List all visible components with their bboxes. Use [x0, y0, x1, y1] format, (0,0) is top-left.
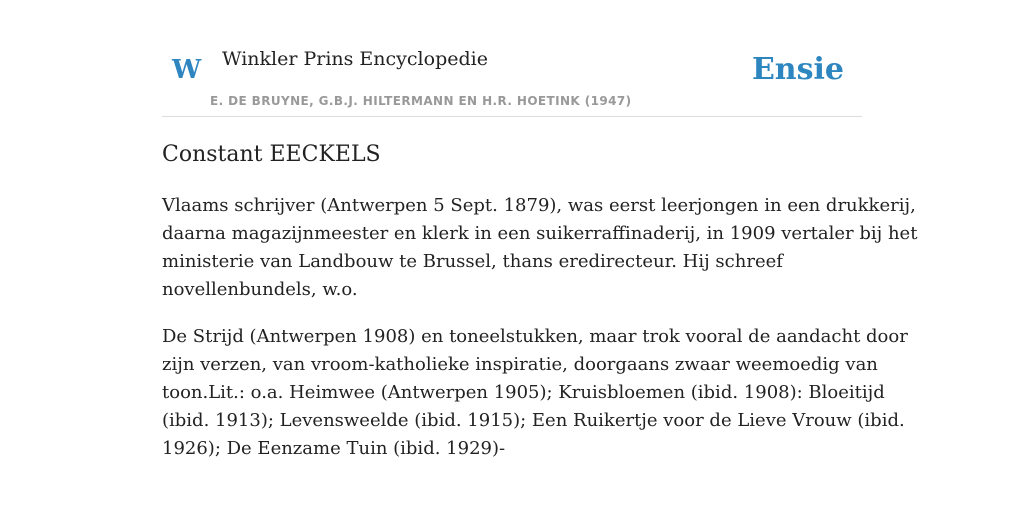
paragraph-line: Vlaams schrijver (Antwerpen 5 Sept. 1879), was eerst leerjongen in een drukkerij, [162, 195, 916, 216]
site-header [162, 0, 862, 117]
article [162, 138, 918, 463]
paragraph-line: ministerie van Landbouw te Brussel, thans eredirecteur. Hij schreef [162, 251, 783, 272]
publication-title[interactable]: Winkler Prins Encyclopedie [222, 48, 488, 70]
paragraph-line: 1926); De Eenzame Tuin (ibid. 1929)- [162, 438, 506, 459]
article-title: Constant EECKELS [162, 142, 381, 167]
paragraph-line: toon.Lit.: o.a. Heimwee (Antwerpen 1905); Kruisbloemen (ibid. 1908): Bloeitijd [162, 382, 885, 403]
article-paragraph-2 [162, 323, 908, 463]
publication-logo[interactable]: W [172, 55, 202, 85]
paragraph-line: daarna magazijnmeester en klerk in een suikerraffinaderij, in 1909 vertaler bij het [162, 223, 918, 244]
article-paragraph-1 [162, 192, 918, 304]
paragraph-line: zijn verzen, van vroom-katholieke inspiratie, doorgaans zwaar weemoedig van [162, 354, 878, 375]
paragraph-line: De Strijd (Antwerpen 1908) en toneelstukken, maar trok vooral de aandacht door [162, 326, 908, 347]
paragraph-line: novellenbundels, w.o. [162, 279, 358, 300]
brand-logo[interactable]: Ensie [751, 52, 844, 87]
paragraph-line: (ibid. 1913); Levensweelde (ibid. 1915); Een Ruikertje voor de Lieve Vrouw (ibid. [162, 410, 905, 431]
publication-authors: E. DE BRUYNE, G.B.J. HILTERMANN EN H.R. HOETINK (1947) [210, 94, 632, 108]
